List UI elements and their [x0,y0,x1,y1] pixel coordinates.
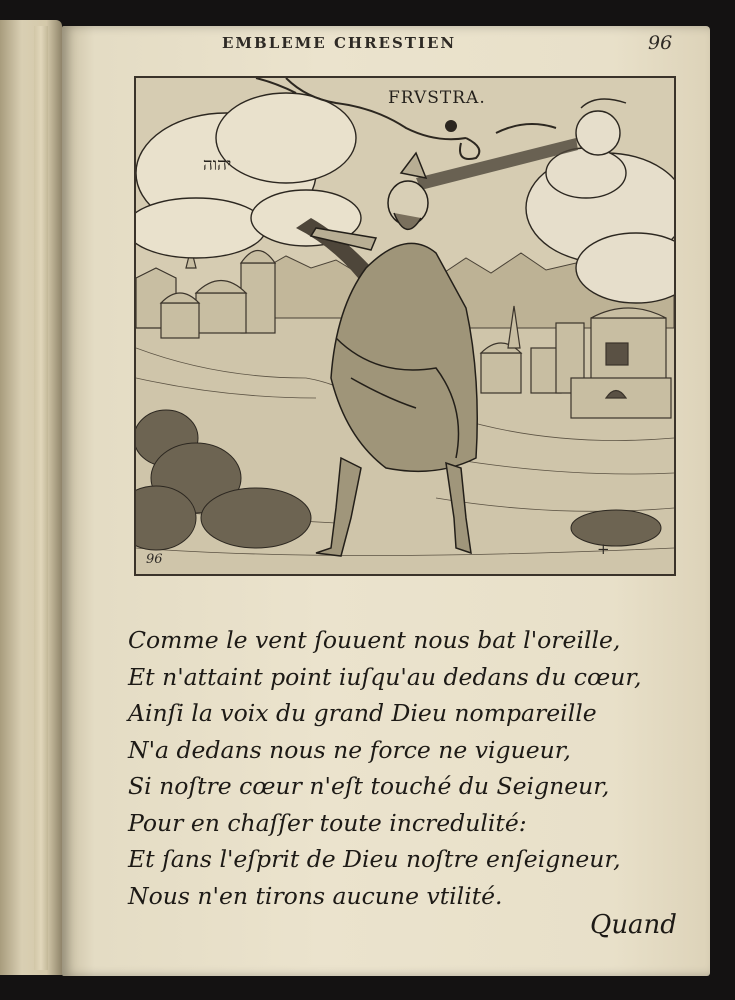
poem-line: Nous n'en tirons aucune vtilité. [128,881,503,910]
poem-verse [128,622,668,914]
poem-line: Pour en chaſſer toute incredulité: [128,808,527,837]
plate-number: 96 [146,552,163,567]
poem-line: Et ſans l'eſprit de Dieu noſtre enſeigneur, [128,845,621,873]
emblem-motto: FRVSTRA. [388,88,486,108]
poem-line: Si noſtre cœur n'eſt touché du Seigneur, [128,772,610,800]
engraver-mark: + [597,540,610,558]
engraving-illustration [136,78,674,574]
poem-line: Ainſi la voix du grand Dieu nompareille [128,699,597,727]
poem-line: Et n'attaint point iuſqu'au dedans du cœur, [128,662,642,691]
page-number: 96 [648,32,673,54]
emblem-engraving [134,76,676,576]
divine-name-inscription: יהוה [203,155,232,175]
catchword: Quand [590,910,677,940]
left-page-fore-edge [34,26,48,970]
left-page-edge [0,20,62,975]
running-title: EMBLEME CHRESTIEN [222,34,457,52]
poem-line: N'a dedans nous ne force ne vigueur, [128,735,571,764]
poem-line: Comme le vent ſouuent nous bat l'oreille, [128,626,621,654]
